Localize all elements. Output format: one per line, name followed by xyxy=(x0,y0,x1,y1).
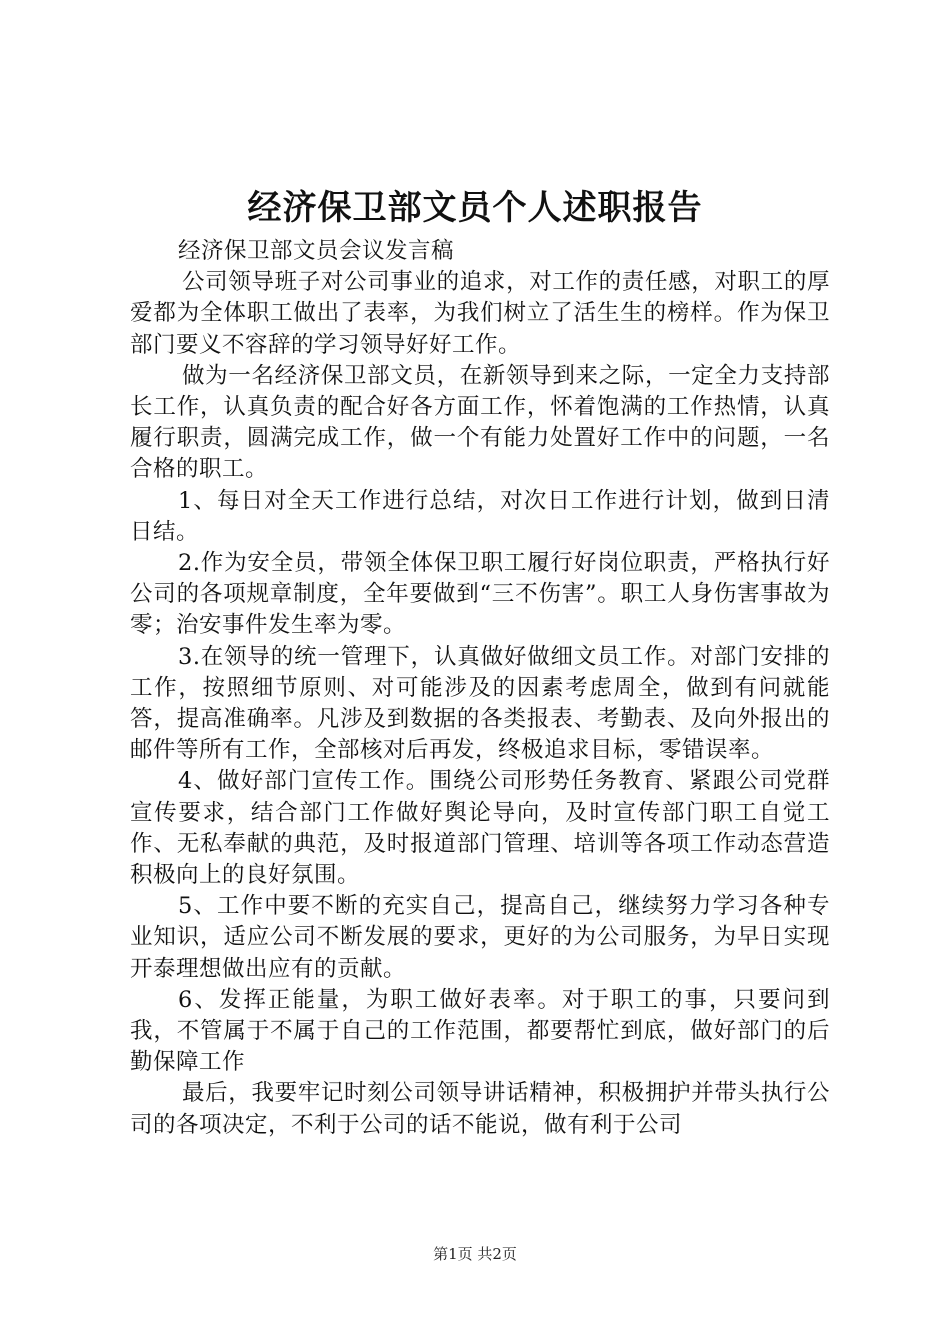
subtitle-paragraph: 经济保卫部文员会议发言稿 xyxy=(178,238,455,264)
list-item-paragraph: 3.在领导的统一管理下，认真做好做细文员工作。对部门安排的工作，按照细节原则、对可能涉及的因素考虑周全，做到有问就能答，提高准确率。凡涉及到数据的各类报表、考勤表、及向外报出的邮件等所有工作，全部核对后再发，终极追求目标，零错误率。 xyxy=(130,643,830,764)
list-item-paragraph: 4、做好部门宣传工作。围绕公司形势任务教育、紧跟公司党群宣传要求，结合部门工作做好舆论导向，及时宣传部门职工自觉工作、无私奉献的典范，及时报道部门管理、培训等各项工作动态营造积极向上的良好氛围。 xyxy=(130,768,830,889)
body-paragraph: 做为一名经济保卫部文员，在新领导到来之际，一定全力支持部长工作，认真负责的配合好各方面工作，怀着饱满的工作热情，认真履行职责，圆满完成工作，做一个有能力处置好工作中的问题，一名合格的职工。 xyxy=(130,362,830,483)
document-title: 经济保卫部文员个人述职报告 xyxy=(247,188,703,228)
list-item-paragraph: 2.作为安全员，带领全体保卫职工履行好岗位职责，严格执行好公司的各项规章制度，全年要做到“三不伤害”。职工人身伤害事故为零；治安事件发生率为零。 xyxy=(130,550,830,639)
list-item-paragraph: 5、工作中要不断的充实自己，提高自己，继续努力学习各种专业知识，适应公司不断发展的要求，更好的为公司服务，为早日实现开泰理想做出应有的贡献。 xyxy=(130,893,830,982)
body-paragraph: 公司领导班子对公司事业的追求，对工作的责任感，对职工的厚爱都为全体职工做出了表率，为我们树立了活生生的榜样。作为保卫部门要义不容辞的学习领导好好工作。 xyxy=(130,269,830,358)
list-item-paragraph: 1、每日对全天工作进行总结，对次日工作进行计划，做到日清日结。 xyxy=(130,487,830,545)
list-item-paragraph: 6、发挥正能量，为职工做好表率。对于职工的事，只要问到我，不管属于不属于自己的工作范围，都要帮忙到底，做好部门的后勤保障工作 xyxy=(130,986,830,1076)
closing-paragraph: 最后，我要牢记时刻公司领导讲话精神，积极拥护并带头执行公司的各项决定，不利于公司的话不能说，做有利于公司 xyxy=(130,1080,830,1138)
document-body xyxy=(130,236,830,1141)
page-number-footer: 第1页 共2页 xyxy=(433,1245,517,1263)
